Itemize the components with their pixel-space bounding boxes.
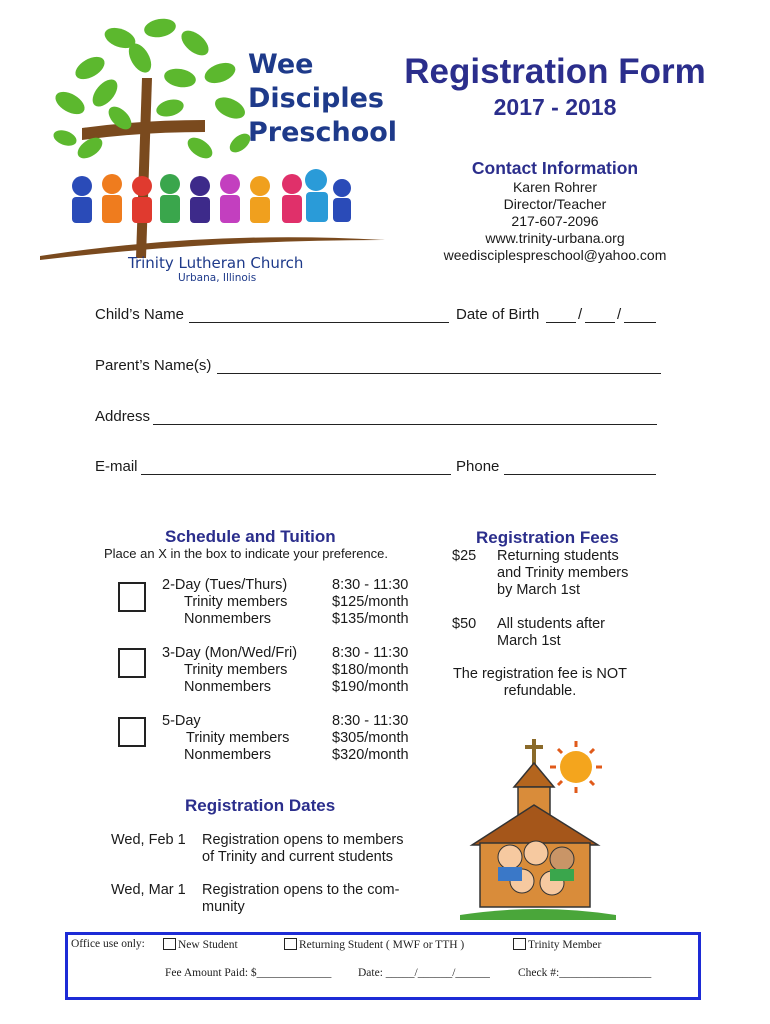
parents-label: Parent’s Name(s) [95, 357, 212, 374]
new-student-checkbox[interactable] [163, 938, 176, 950]
fee-desc-line: and Trinity members [497, 565, 629, 581]
contact-role: Director/Teacher [503, 196, 607, 212]
office-use-box [65, 932, 701, 1000]
option-nonmembers-label: Nonmembers [184, 747, 272, 763]
office-new-student[interactable] [163, 938, 238, 951]
checkbox-3-day[interactable] [118, 648, 146, 678]
returning-student-label: Returning Student ( MWF or TTH ) [299, 939, 465, 951]
child-name-input[interactable] [189, 309, 449, 323]
option-nonmembers-price: $135/month [332, 611, 409, 627]
returning-student-checkbox[interactable] [284, 938, 297, 950]
logo-name-line-2: Disciples [248, 83, 384, 114]
logo-city: Urbana, Illinois [178, 272, 257, 284]
address-label: Address [95, 408, 151, 425]
option-name: 3-Day (Mon/Wed/Fri) [162, 645, 298, 661]
date-desc-line: Registration opens to the com- [202, 882, 400, 898]
dob-year-input[interactable] [624, 309, 656, 323]
option-nonmembers-price: $190/month [332, 679, 409, 695]
date-label: Wed, Feb 1 [111, 832, 186, 848]
fee-amount: $50 [452, 616, 477, 632]
option-members-label: Trinity members [184, 594, 288, 610]
checkbox-2-day[interactable] [118, 582, 146, 612]
logo-name-line-1: Wee [248, 49, 314, 80]
date-desc-line: munity [202, 899, 245, 915]
office-trinity-member[interactable] [513, 938, 601, 951]
office-check-number[interactable]: Check #:________________ [518, 967, 652, 979]
option-members-price: $180/month [332, 662, 409, 678]
dob-slash-1: / [578, 306, 583, 323]
office-fee-paid[interactable]: Fee Amount Paid: $_____________ [165, 967, 332, 979]
dob-day-input[interactable] [585, 309, 615, 323]
fee-note-line: refundable. [503, 683, 577, 699]
fee-desc-line: Returning students [497, 548, 619, 564]
church-children-illustration-icon [458, 735, 618, 920]
date-desc-line: of Trinity and current students [202, 849, 394, 865]
fee-note-line: The registration fee is NOT [452, 666, 628, 682]
email-label: E-mail [95, 458, 138, 475]
phone-label: Phone [456, 458, 500, 475]
new-student-label: New Student [178, 939, 238, 951]
option-name: 2-Day (Tues/Thurs) [162, 577, 288, 593]
contact-phone: 217-607-2096 [511, 213, 599, 229]
dob-month-input[interactable] [546, 309, 576, 323]
parents-input[interactable] [217, 360, 661, 374]
option-nonmembers-label: Nonmembers [184, 611, 272, 627]
date-label: Wed, Mar 1 [111, 882, 186, 898]
option-time: 8:30 - 11:30 [332, 713, 409, 729]
option-nonmembers-label: Nonmembers [184, 679, 272, 695]
option-members-price: $125/month [332, 594, 409, 610]
school-years: 2017 - 2018 [493, 94, 617, 120]
preschool-logo [30, 8, 398, 288]
dob-label: Date of Birth [456, 306, 540, 323]
office-label: Office use only: [71, 938, 145, 950]
fees-heading: Registration Fees [476, 528, 619, 547]
fee-desc-line: All students after [497, 616, 605, 632]
contact-heading: Contact Information [471, 158, 639, 178]
contact-name: Karen Rohrer [512, 179, 598, 195]
trinity-member-checkbox[interactable] [513, 938, 526, 950]
logo-name-line-3: Preschool [248, 117, 398, 148]
fee-desc-line: by March 1st [497, 582, 580, 598]
schedule-heading: Schedule and Tuition [165, 527, 336, 546]
address-input[interactable] [153, 411, 657, 425]
option-members-label: Trinity members [186, 730, 290, 746]
schedule-instructions: Place an X in the box to indicate your preference. [104, 546, 389, 561]
option-time: 8:30 - 11:30 [332, 577, 409, 593]
dob-slash-2: / [617, 306, 622, 323]
option-members-price: $305/month [332, 730, 409, 746]
child-name-label: Child’s Name [95, 306, 184, 323]
email-input[interactable] [141, 461, 451, 475]
logo-church-name: Trinity Lutheran Church [128, 254, 304, 272]
contact-website: www.trinity-urbana.org [485, 230, 625, 246]
option-name: 5-Day [162, 713, 201, 729]
phone-input[interactable] [504, 461, 656, 475]
fee-desc-line: March 1st [497, 633, 561, 649]
fee-amount: $25 [452, 548, 477, 564]
contact-email: weedisciplespreschool@yahoo.com [443, 247, 667, 263]
option-members-label: Trinity members [184, 662, 288, 678]
office-date[interactable]: Date: _____/______/______ [358, 967, 490, 979]
date-desc-line: Registration opens to members [202, 832, 404, 848]
office-returning-student[interactable] [284, 938, 464, 951]
trinity-member-label: Trinity Member [528, 939, 602, 951]
dates-heading: Registration Dates [185, 796, 336, 815]
checkbox-5-day[interactable] [118, 717, 146, 747]
page-title: Registration Form [404, 52, 706, 91]
option-time: 8:30 - 11:30 [332, 645, 409, 661]
option-nonmembers-price: $320/month [332, 747, 409, 763]
